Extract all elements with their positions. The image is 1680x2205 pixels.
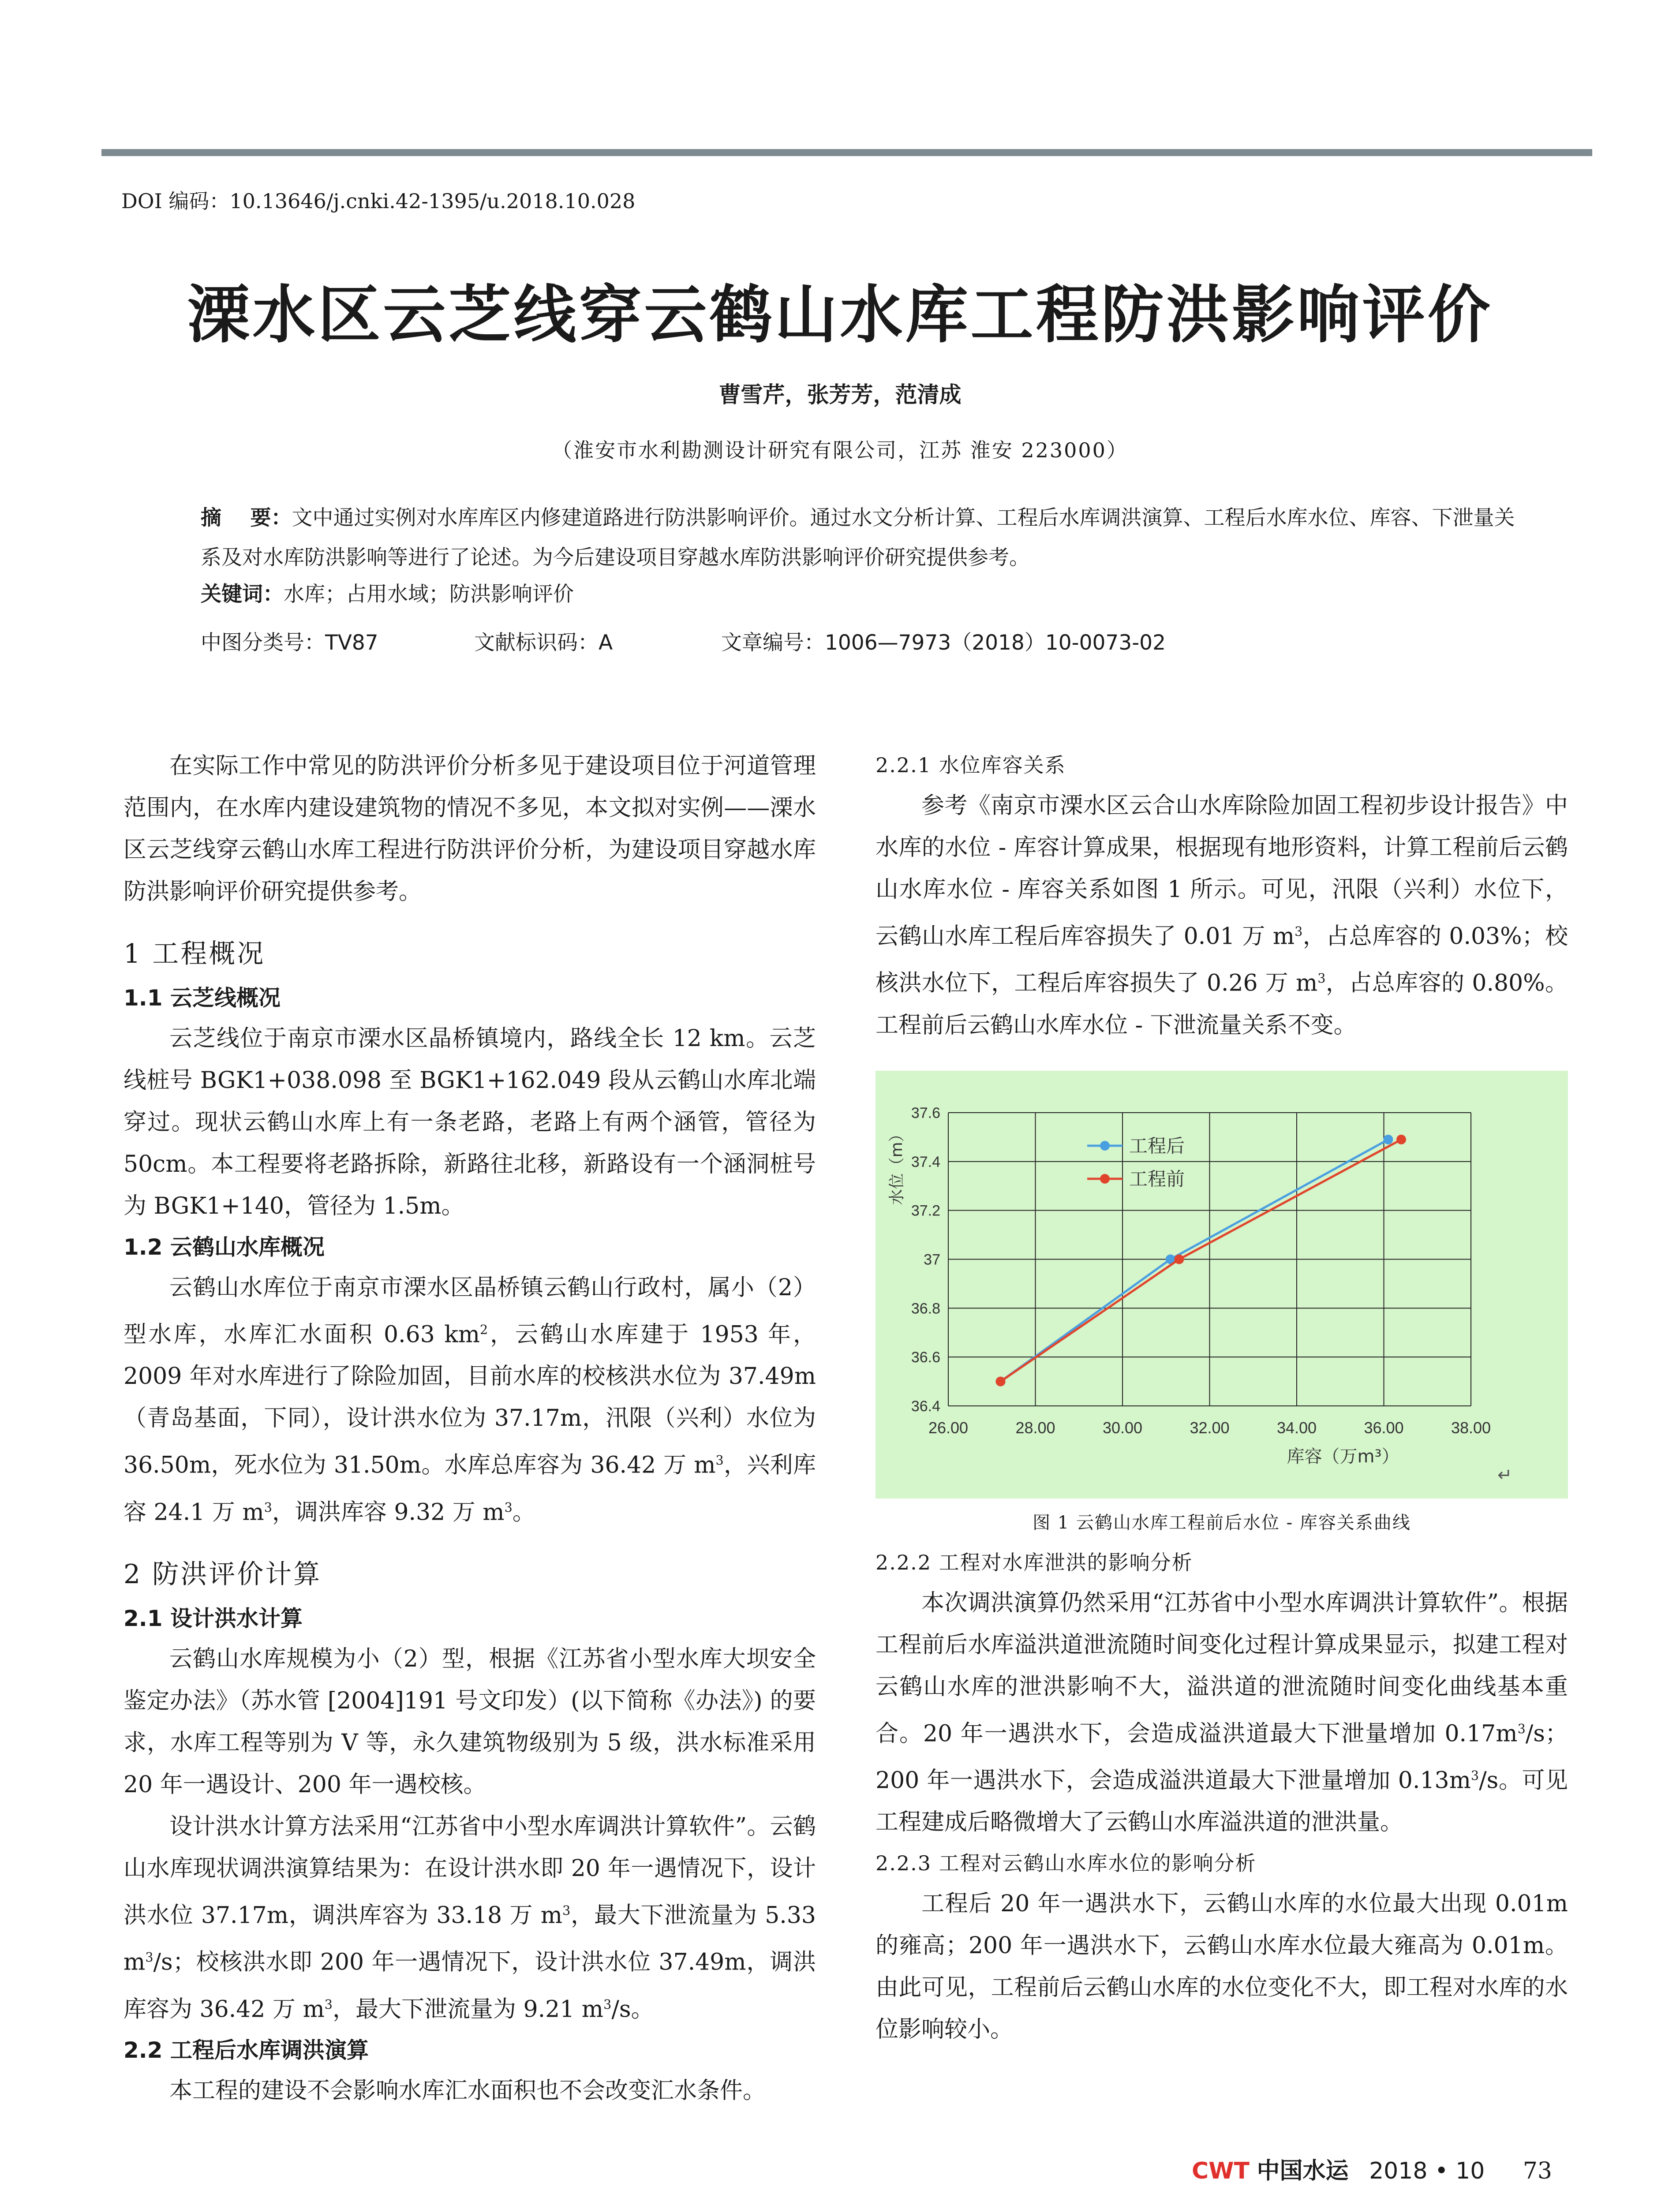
x-tick-label: 26.00	[928, 1418, 969, 1437]
x-axis-label: 库容（万m³）	[1287, 1446, 1399, 1467]
left-column	[123, 745, 816, 2112]
paper-title: 溧水区云芝线穿云鹤山水库工程防洪影响评价	[187, 278, 1493, 351]
header-rule	[101, 149, 1592, 156]
y-tick-label: 36.6	[911, 1349, 940, 1366]
section-1-heading: 1 工程概况	[123, 938, 266, 969]
text-run: 云鹤山水库位于南京市溧水区晶桥镇云鹤山行政村，属小（2）型水库，水库汇水面积 0.63 km	[123, 1274, 816, 1348]
y-tick-label: 36.4	[911, 1398, 940, 1415]
text-run: ，占总库容的 0.80%。工程前后云鹤山水库水位 - 下泄流量关系不变。	[876, 970, 1568, 1039]
superscript: 3	[1295, 924, 1303, 939]
section-2-1-heading: 2.1 设计洪水计算	[123, 1605, 303, 1631]
superscript: 2	[480, 1322, 488, 1337]
superscript: 3	[1517, 1721, 1526, 1736]
text-run: 设计洪水计算方法采用“江苏省中小型水库调洪计算软件”。云鹤山水库现状调洪演算结果为：在设计洪水即 20 年一遇情况下，设计洪水位 37.17m，调洪库容为 33.18 万 m	[123, 1813, 816, 1929]
section-2-2-paragraph: 本工程的建设不会影响水库汇水面积也不会改变汇水条件。	[169, 2077, 766, 2104]
series-line	[1001, 1140, 1388, 1382]
doi: DOI 编码：10.13646/j.cnki.42-1395/u.2018.10.028	[121, 189, 636, 213]
magazine-name: 中国水运	[1257, 2157, 1349, 2184]
section-1-2-paragraph	[123, 1267, 816, 1533]
superscript: 3	[264, 1499, 272, 1515]
legend-label: 工程后	[1129, 1135, 1185, 1157]
data-point	[1383, 1135, 1393, 1144]
section-2-1-paragraph: 云鹤山水库规模为小（2）型，根据《江苏省小型水库大坝安全鉴定办法》（苏水管 [2004]191 号文印发）(以下简称《办法》) 的要求，水库工程等别为 V 等，永久建筑物级别为 5 级，洪水标准采用 20 年一遇设计、200 年一遇校核。	[123, 1645, 816, 1798]
text-run: ，最大下泄流量为 9.21 m	[332, 1996, 604, 2022]
text-run: /s；校核洪水即 200 年一遇情况下，设计洪水位 37.49m，调洪库容为 36.42 万 m	[123, 1949, 816, 2022]
data-point	[1174, 1254, 1184, 1264]
page-footer	[1192, 2152, 1552, 2185]
affiliation: （淮安市水利勘测设计研究有限公司，江苏 淮安 223000）	[552, 438, 1128, 462]
text-run: ，云鹤山水库建于 1953 年，2009 年对水库进行了除险加固，目前水库的校核洪水位为 37.49m（青岛基面，下同），设计洪水位为 37.17m，汛限（兴利）水位为 36.50m，死水位为 31.50m。水库总库容为 36.42 万 m	[123, 1321, 816, 1479]
section-2-1-paragraph-2	[123, 1806, 816, 2030]
section-2-heading: 2 防洪评价计算	[123, 1558, 322, 1590]
x-tick-label: 34.00	[1276, 1418, 1317, 1437]
text-run: /s。可见工程建成后略微增大了云鹤山水库溢洪道的泄洪量。	[876, 1767, 1568, 1836]
superscript: 3	[715, 1453, 724, 1468]
x-tick-label: 38.00	[1451, 1418, 1491, 1437]
text-run: 参考《南京市溧水区云合山水库除险加固工程初步设计报告》中水库的水位 - 库容计算成果，根据现有地形资料，计算工程前后云鹤山水库水位 - 库容关系如图 1 所示。可见，汛限（兴利）水位下，云鹤山水库工程后库容损失了 0.01 万 m	[876, 792, 1568, 950]
superscript: 3	[603, 1996, 612, 2012]
section-2-2-1-heading: 2.2.1 水位库容关系	[876, 753, 1066, 777]
text-run: /s。	[611, 1996, 654, 2022]
section-2-2-1-paragraph	[876, 785, 1568, 1046]
y-tick-label: 36.8	[911, 1300, 940, 1317]
text-run: ，调洪库容 9.32 万 m	[272, 1499, 505, 1525]
keywords-text: 水库；占用水域；防洪影响评价	[284, 582, 574, 606]
section-2-2-3-paragraph: 工程后 20 年一遇洪水下，云鹤山水库的水位最大出现 0.01m 的雍高；200 年一遇洪水下，云鹤山水库水位最大雍高为 0.01m。由此可见，工程前后云鹤山水库的水位变化不大，即工程对水库的水位影响较小。	[876, 1891, 1568, 2043]
x-tick-label: 32.00	[1190, 1418, 1230, 1437]
x-tick-label: 36.00	[1364, 1418, 1404, 1437]
section-2-2-3-heading: 2.2.3 工程对云鹤山水库水位的影响分析	[876, 1851, 1257, 1876]
legend-swatch-marker	[1100, 1174, 1110, 1184]
y-axis-label: 水位（m）	[888, 1126, 906, 1205]
data-point	[1396, 1135, 1406, 1144]
intro-paragraph: 在实际工作中常见的防洪评价分析多见于建设项目位于河道管理范围内，在水库内建设建筑物的情况不多见，本文拟对实例——溧水区云芝线穿云鹤山水库工程进行防洪评价分析，为建设项目穿越水库防洪影响评价研究提供参考。	[123, 753, 816, 905]
section-1-1-paragraph: 云芝线位于南京市溧水区晶桥镇境内，路线全长 12 km。云芝线桩号 BGK1+038.098 至 BGK1+162.049 段从云鹤山水库北端穿过。现状云鹤山水库上有一条老路，老路上有两个涵管，管径为 50cm。本工程要将老路拆除，新路往北移，新路设有一个涵洞桩号为 BGK1+140，管径为 1.5m。	[123, 1025, 816, 1219]
issue: 2018 • 10	[1369, 2158, 1485, 2184]
page-number: 73	[1523, 2158, 1552, 2184]
series-line	[1001, 1140, 1402, 1382]
brand-logo: CWT	[1191, 2158, 1250, 2184]
y-tick-label: 37.2	[911, 1202, 940, 1219]
superscript: 3	[1317, 971, 1326, 986]
x-tick-label: 28.00	[1015, 1418, 1055, 1437]
abstract-text: 文中通过实例对水库库区内修建道路进行防洪影响评价。通过水文分析计算、工程后水库调洪演算、工程后水库水位、库容、下泄量关系及对水库防洪影响等进行了论述。为今后建设项目穿越水库防洪影响评价研究提供参考。	[201, 506, 1515, 570]
y-tick-label: 37	[924, 1251, 940, 1268]
section-2-2-2-paragraph	[876, 1582, 1568, 1844]
text-run: ，占总库容的 0.03%；校核洪水位下，工程后库容损失了 0.26 万 m	[876, 923, 1568, 997]
legend-swatch-marker	[1100, 1141, 1110, 1151]
superscript: 3	[324, 1996, 333, 2012]
water-level-capacity-chart	[876, 1071, 1568, 1499]
classification-line	[201, 626, 1166, 656]
figure-caption: 图 1 云鹤山水库工程前后水位 - 库容关系曲线	[1033, 1512, 1411, 1533]
superscript: 3	[1470, 1768, 1479, 1783]
data-point	[996, 1376, 1006, 1386]
abstract	[201, 498, 1519, 578]
figure-1	[876, 1071, 1568, 1499]
abstract-label: 摘 要：	[201, 506, 292, 530]
text-run: 。	[512, 1499, 535, 1525]
x-tick-label: 30.00	[1102, 1418, 1143, 1437]
right-column	[876, 745, 1568, 2051]
superscript: 3	[145, 1950, 153, 1965]
section-2-2-2-heading: 2.2.2 工程对水库泄洪的影响分析	[876, 1550, 1193, 1574]
keywords-label: 关键词：	[201, 582, 284, 606]
y-tick-label: 37.6	[911, 1104, 940, 1121]
text-run: /s；200 年一遇洪水下，会造成溢洪道最大下泄量增加 0.13m	[876, 1720, 1568, 1794]
text-run: ，兴利库容 24.1 万 m	[123, 1452, 816, 1525]
section-1-1-heading: 1.1 云芝线概况	[123, 985, 281, 1011]
text-run: 本次调洪演算仍然采用“江苏省中小型水库调洪计算软件”。根据工程前后水库溢洪道泄流随时间变化过程计算成果显示，拟建工程对云鹤山水库的泄洪影响不大，溢洪道的泄流随时间变化曲线基本重合。20 年一遇洪水下，会造成溢洪道最大下泄量增加 0.17m	[876, 1589, 1568, 1747]
text-run: ，最大下泄流量为 5.33 m	[123, 1902, 816, 1976]
authors: 曹雪芹，张芳芳，范清成	[718, 382, 962, 407]
superscript: 3	[562, 1902, 571, 1918]
section-1-2-heading: 1.2 云鹤山水库概况	[123, 1234, 325, 1260]
y-tick-label: 37.4	[911, 1153, 940, 1170]
article-number: 文章编号：1006—7973（2018）10-0073-02	[721, 631, 1166, 655]
doc-code: 文献标识码：A	[474, 631, 613, 655]
return-mark: ↵	[1497, 1465, 1512, 1485]
clc-number: 中图分类号：TV87	[201, 631, 378, 655]
legend-label: 工程前	[1129, 1168, 1185, 1190]
keywords	[201, 578, 574, 607]
section-2-2-heading: 2.2 工程后水库调洪演算	[123, 2037, 369, 2063]
superscript: 3	[504, 1499, 513, 1515]
